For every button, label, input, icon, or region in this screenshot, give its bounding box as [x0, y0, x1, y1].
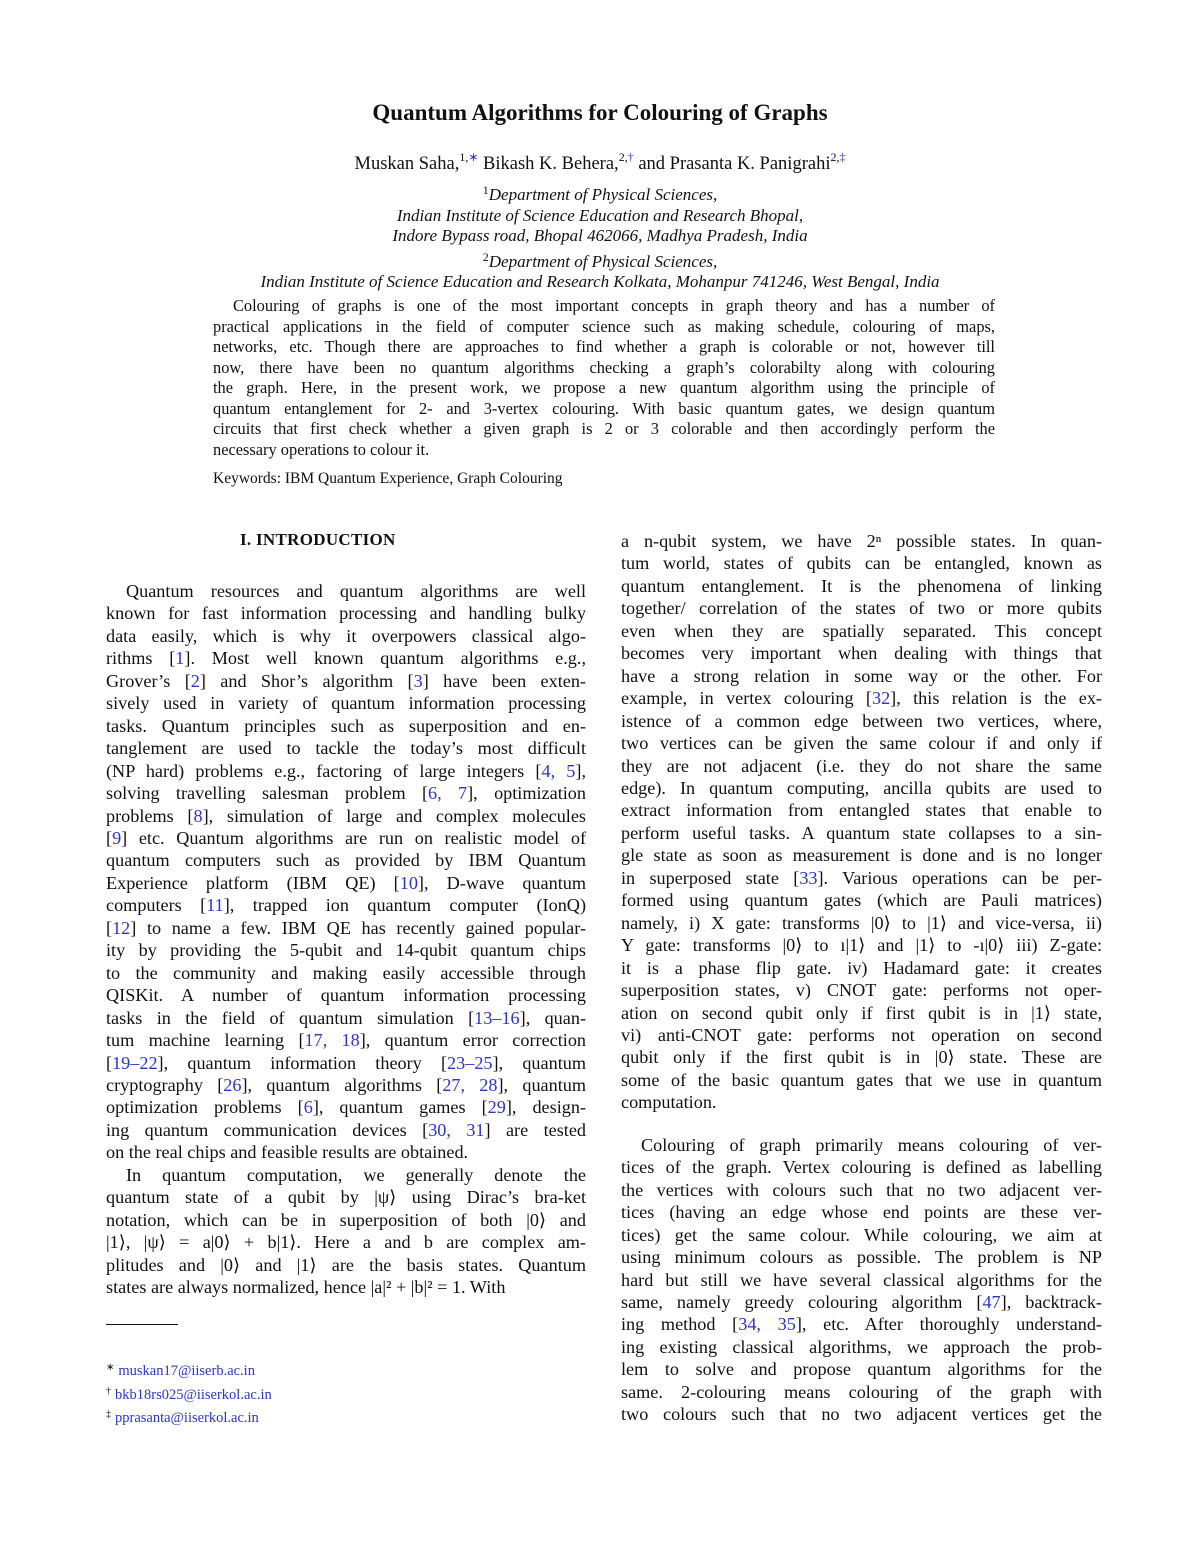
text-line: on the real chips and feasible results are obtained. [106, 1142, 469, 1163]
text-line: istence of a common edge between two vertices, where, [621, 710, 1102, 731]
text-line: namely, i) X gate: transforms |0⟩ to |1⟩ and vice-versa, ii) [621, 912, 1102, 933]
text-line: even when they are spatially separated. This concept [621, 620, 1102, 641]
text-line: perform useful tasks. A quantum state collapses to a sin- [621, 822, 1102, 843]
section-heading: I. INTRODUCTION [240, 530, 396, 549]
text-line: edge). In quantum computing, ancilla qubits are used to [621, 777, 1102, 798]
citation-link[interactable]: 11 [206, 895, 224, 916]
text-line: quantum computers such as provided by IBM Quantum [106, 850, 586, 871]
text-line: together/ correlation of the states of two or more qubits [621, 598, 1102, 619]
text-line: QISKit. A number of quantum information processing [106, 985, 586, 1006]
citation-link[interactable]: 9 [112, 827, 122, 848]
text-line: two vertices can be given the same colour if and only if [621, 733, 1102, 754]
citation-link[interactable]: 47 [982, 1291, 1001, 1312]
text-line: [12] to name a few. IBM QE has recently gained popular- [106, 917, 586, 938]
footnote-rule [106, 1324, 178, 1325]
footnote: ‡ pprasanta@iiserkol.ac.in [106, 1409, 259, 1426]
text-line: lem to solve and propose quantum algorithms for the [621, 1359, 1102, 1380]
text-line: they are not adjacent (i.e. they do not share the same [621, 755, 1102, 776]
text-line: known for fast information processing and handling bulky [106, 603, 586, 624]
text-line: data easily, which is why it overpowers classical algo- [106, 625, 586, 646]
affiliations [0, 180, 1200, 293]
text-line: a n-qubit system, we have 2ⁿ possible states. In quan- [621, 531, 1102, 551]
text-line: quantum entanglement for 2- and 3-vertex colouring. With basic quantum gates, we design quantum [213, 398, 995, 418]
text-line: now, there have been no quantum algorithms checking a graph’s colorabilty along with colouring [213, 357, 995, 377]
affiliation-line: $^1$Department of Physical Sciences, [482, 183, 718, 204]
text-line: necessary operations to colour it. [213, 439, 430, 459]
text-line: quantum entanglement. It is the phenomena of linking [621, 575, 1102, 596]
text-line: tum machine learning [17, 18], quantum error correction [106, 1030, 587, 1051]
text-line: using minimum colours as possible. The problem is NP [621, 1247, 1102, 1268]
text-line: ing method [34, 35], etc. After thoroughly understand- [621, 1314, 1102, 1335]
text-line: in superposed state [33]. Various operations can be per- [621, 867, 1103, 888]
footnote-link[interactable]: ‡ [839, 150, 846, 164]
text-line: computation. [621, 1092, 717, 1113]
affiliation-line: Indian Institute of Science Education and Research Kolkata, Mohanpur 741246, West Bengal, India [260, 272, 940, 292]
email-link[interactable]: bkb18rs025@iiserkol.ac.in [115, 1386, 272, 1403]
footnote-link[interactable]: ∗ [468, 150, 479, 164]
text-line: tanglement are used to tackle the today’s most difficult [106, 738, 586, 759]
text-line: plitudes and |0⟩ and |1⟩ are the basis states. Quantum [106, 1254, 586, 1275]
citation-link[interactable]: 10 [399, 872, 418, 893]
affiliation-line: Indore Bypass road, Bhopal 462066, Madhya Pradesh, India [392, 226, 808, 246]
text-line: notation, which can be in superposition of both |0⟩ and [106, 1209, 586, 1230]
citation-link[interactable]: 2 [190, 670, 200, 691]
text-line: Colouring of graph primarily means colouring of ver- [641, 1134, 1102, 1155]
footnote: ∗ muskan17@iiserb.ac.in [106, 1362, 255, 1379]
email-link[interactable]: pprasanta@iiserkol.ac.in [115, 1410, 259, 1426]
text-line: tum world, states of qubits can be entangled, known as [621, 553, 1102, 574]
citation-link[interactable]: 6 [303, 1097, 313, 1118]
affiliation-line: Indian Institute of Science Education and Research Bhopal, [396, 205, 804, 225]
text-line: to the community and making easily accessible through [106, 962, 586, 983]
text-line: |1⟩, |ψ⟩ = a|0⟩ + b|1⟩. Here a and b are complex am- [106, 1232, 586, 1253]
text-line: two colours such that no two adjacent vertices get the [621, 1404, 1102, 1425]
text-line: (NP hard) problems e.g., factoring of large integers [4, 5], [106, 760, 587, 781]
citation-link[interactable]: 34, 35 [738, 1314, 796, 1335]
text-line: solving travelling salesman problem [6, 7], optimization [106, 783, 586, 804]
citation-link[interactable]: 6, 7 [428, 783, 468, 804]
abstract [213, 296, 995, 460]
footnotes [106, 1358, 272, 1429]
text-line: rithms [1]. Most well known quantum algorithms e.g., [106, 648, 586, 669]
text-line: ing quantum communication devices [30, 31] are tested [106, 1119, 587, 1140]
text-line: formed using quantum gates (which are Pauli matrices) [621, 890, 1102, 911]
citation-link[interactable]: 32 [871, 688, 891, 709]
citation-link[interactable]: 1 [175, 648, 185, 669]
text-line: states are always normalized, hence |a|² + |b|² = 1. With [106, 1277, 506, 1298]
text-line: the graph. Here, in the present work, we propose a new quantum algorithm using the principle of [213, 378, 995, 397]
text-line: superposition states, v) CNOT gate: performs not oper- [621, 980, 1102, 1001]
citation-link[interactable]: 27, 28 [442, 1074, 498, 1095]
author-name: Muskan Saha, [354, 154, 460, 174]
text-line: vi) anti-CNOT gate: performs not operation on second [621, 1024, 1102, 1045]
citation-link[interactable]: 30, 31 [428, 1119, 485, 1140]
text-line: tices (having an edge whose end points are these ver- [621, 1202, 1102, 1223]
text-line: ing existing classical algorithms, we approach the prob- [621, 1336, 1102, 1357]
text-line: computers [11], trapped ion quantum computer (IonQ) [106, 895, 586, 916]
text-line: tasks. Quantum principles such as superposition and en- [106, 715, 586, 736]
text-line: problems [8], simulation of large and complex molecules [106, 805, 587, 826]
text-line: ity by providing the 5-qubit and 14-qubit quantum chips [106, 940, 586, 961]
citation-link[interactable]: 23–25 [447, 1052, 493, 1073]
text-line: tasks in the field of quantum simulation [13–16], quan- [106, 1007, 587, 1028]
text-line: extract information from entangled states that enable to [621, 800, 1102, 821]
left-column [106, 580, 586, 1299]
citation-link[interactable]: 29 [487, 1097, 506, 1118]
text-line: Experience platform (IBM QE) [10], D-wave quantum [106, 872, 586, 893]
text-line: cryptography [26], quantum algorithms [27, 28], quantum [106, 1074, 586, 1095]
text-line: have a strong relation in some way or the other. For [621, 665, 1102, 686]
text-line: gle state as soon as measurement is done and is no longer [621, 845, 1102, 866]
text-line: circuits that first check whether a given graph is 2 or 3 colorable and then accordingly perform the [213, 419, 995, 438]
text-line: Grover’s [2] and Shor’s algorithm [3] have been exten- [106, 670, 586, 691]
text-line: [9] etc. Quantum algorithms are run on realistic model of [106, 827, 586, 848]
author-list: Muskan Saha,$^{1,∗}$ Bikash K. Behera,$^{2,\dagger}$ and Prasanta K. Panigrahi$^{2,\ddagger}$ [354, 150, 846, 174]
text-line: some of the basic quantum gates that we use in quantum [621, 1069, 1102, 1090]
text-line: optimization problems [6], quantum games [29], design- [106, 1097, 586, 1118]
text-line: hard but still we have several classical algorithms for the [621, 1269, 1102, 1290]
paragraph-gap [621, 1114, 1102, 1134]
text-line: tices) get the same colour. While colouring, we aim at [621, 1224, 1102, 1245]
text-line: practical applications in the field of computer science such as making schedule, colouring of maps, [213, 316, 995, 336]
citation-link[interactable]: 26 [223, 1074, 242, 1095]
text-line: the vertices with colours such that no two adjacent ver- [621, 1179, 1102, 1200]
citation-link[interactable]: 13–16 [474, 1007, 520, 1028]
keywords: Keywords: IBM Quantum Experience, Graph Colouring [213, 470, 563, 487]
right-column [621, 530, 1102, 1426]
text-line: Colouring of graphs is one of the most important concepts in graph theory and has a number of [233, 296, 995, 315]
text-line: tices of the graph. Vertex colouring is defined as labelling [621, 1157, 1102, 1178]
text-line: becomes very important when dealing with things that [621, 643, 1102, 664]
text-line: Y gate: transforms |0⟩ to ı|1⟩ and |1⟩ to -ı|0⟩ iii) Z-gate: [621, 935, 1102, 956]
email-link[interactable]: muskan17@iiserb.ac.in [118, 1363, 255, 1379]
footnote-link[interactable]: † [627, 150, 634, 164]
text-line: ation on second qubit only if first qubit is in |1⟩ state, [621, 1002, 1102, 1023]
citation-link[interactable]: 12 [112, 917, 131, 938]
author-name: Bikash K. Behera, [483, 154, 619, 174]
text-line: qubit only if the first qubit is in |0⟩ state. These are [621, 1047, 1102, 1068]
text-line: same. 2-colouring means colouring of the graph with [621, 1381, 1102, 1402]
text-line: it is a phase flip gate. iv) Hadamard gate: it creates [621, 957, 1102, 978]
text-line: [19–22], quantum information theory [23–25], quantum [106, 1052, 586, 1073]
text-line: example, in vertex colouring [32], this relation is the ex- [621, 688, 1102, 709]
citation-link[interactable]: 17, 18 [304, 1030, 360, 1051]
affiliation-line: $^2$Department of Physical Sciences, [482, 249, 718, 271]
citation-link[interactable]: 19–22 [112, 1052, 158, 1073]
text-line: Quantum resources and quantum algorithms are well [126, 581, 586, 601]
text-line: same, namely greedy colouring algorithm [47], backtrack- [621, 1291, 1102, 1312]
citation-link[interactable]: 33 [799, 867, 818, 888]
text-line: In quantum computation, we generally denote the [126, 1164, 586, 1185]
citation-link[interactable]: 4, 5 [541, 760, 576, 781]
footnote: † bkb18rs025@iiserkol.ac.in [106, 1385, 272, 1403]
citation-link[interactable]: 3 [413, 670, 423, 691]
citation-link[interactable]: 8 [193, 805, 203, 826]
text-line: quantum state of a qubit by |ψ⟩ using Dirac’s bra-ket [106, 1187, 586, 1208]
text-line: networks, etc. Though there are approaches to find whether a graph is colorable or not, however till [213, 337, 995, 356]
text-line: sively used in variety of quantum information processing [106, 693, 586, 714]
author-name: and Prasanta K. Panigrahi [638, 154, 831, 174]
paper-title: Quantum Algorithms for Colouring of Graphs [372, 100, 828, 125]
